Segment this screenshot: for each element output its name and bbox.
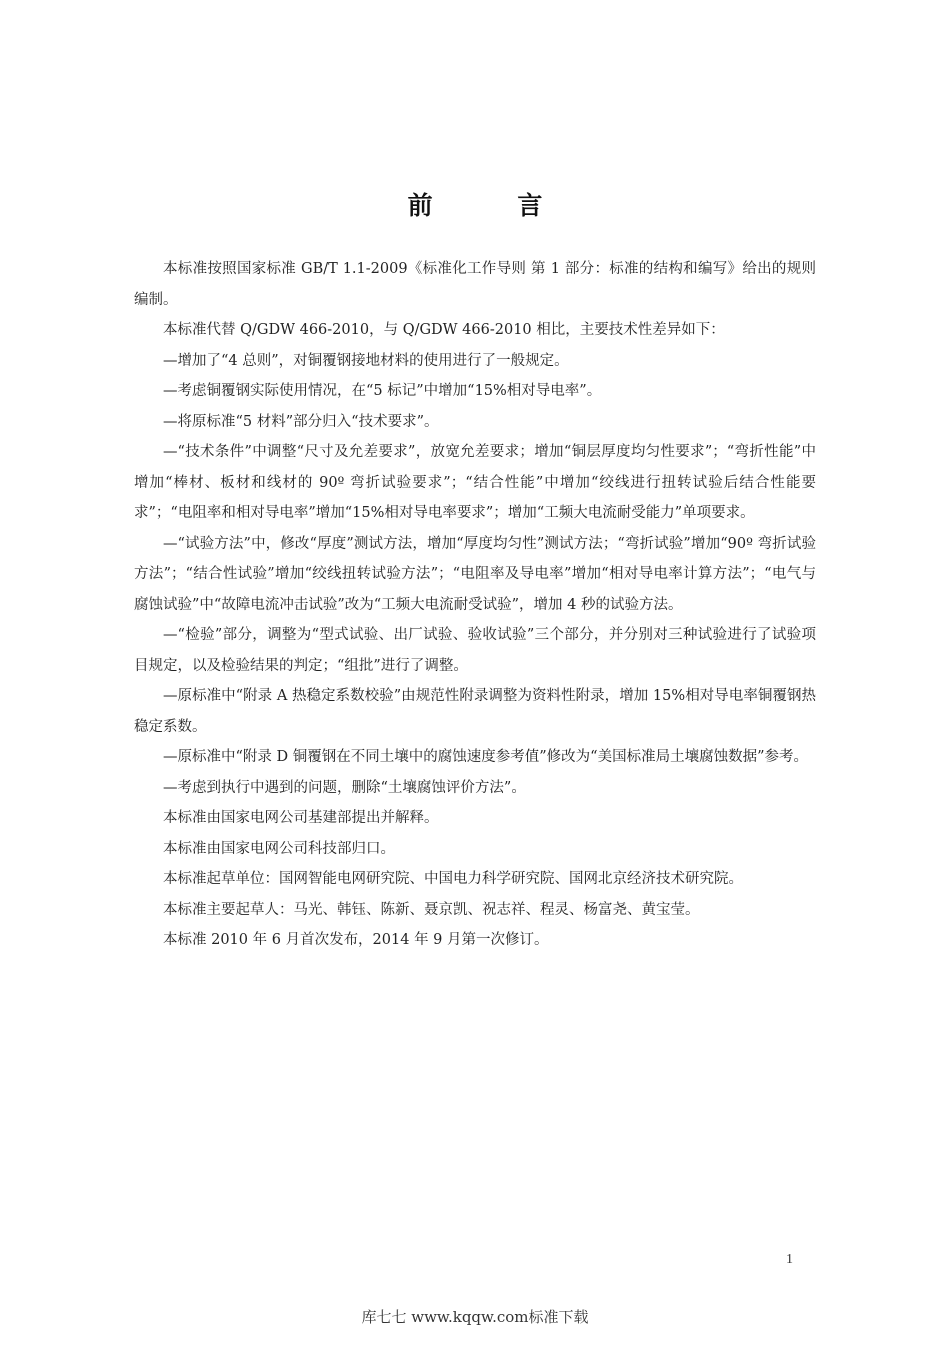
footer-watermark: 库七七 www.kqqw.com标准下载	[361, 1308, 589, 1326]
paragraph: 本标准主要起草人：马光、韩钰、陈新、聂京凯、祝志祥、程灵、杨富尧、黄宝莹。	[163, 901, 700, 918]
paragraph: —“试验方法”中，修改“厚度”测试方法，增加“厚度均匀性”测试方法；“弯折试验”增加“90º 弯折试验方法”；“结合性试验”增加“绞线扭转试验方法”；“电阻率及导电率”增加“相对导电率计算方法”；“电气与腐蚀试验”中“故障电流冲击试验”改为“工频大电流耐受试验”，增加 4 秒的试验方法。	[134, 535, 816, 613]
paragraph: —“技术条件”中调整“尺寸及允差要求”，放宽允差要求；增加“铜层厚度均匀性要求”；“弯折性能”中增加“棒材、板材和线材的 90º 弯折试验要求”；“结合性能”中增加“绞线进行扭转试验后结合性能要求”；“电阻率和相对导电率”增加“15%相对导电率要求”；增加“工频大电流耐受能力”单项要求。	[134, 444, 816, 521]
paragraph: 本标准起草单位：国网智能电网研究院、中国电力科学研究院、国网北京经济技术研究院。	[163, 871, 743, 887]
paragraph: —增加了“4 总则”，对铜覆钢接地材料的使用进行了一般规定。	[163, 352, 569, 369]
paragraph: —原标准中“附录 D 铜覆钢在不同土壤中的腐蚀速度参考值”修改为“美国标准局土壤腐蚀数据”参考。	[163, 749, 808, 765]
paragraph: —考虑到执行中遇到的问题，删除“土壤腐蚀评价方法”。	[163, 779, 526, 796]
paragraph: —将原标准“5 材料”部分归入“技术要求”。	[163, 413, 439, 430]
paragraph: 本标准由国家电网公司基建部提出并解释。	[163, 810, 439, 826]
paragraph: 本标准代替 Q/GDW 466-2010，与 Q/GDW 466-2010 相比，主要技术性差异如下：	[163, 322, 725, 338]
paragraph: —原标准中“附录 A 热稳定系数校验”由规范性附录调整为资料性附录，增加 15%相对导电率铜覆钢热稳定系数。	[134, 688, 816, 735]
page-number: 1	[786, 1252, 793, 1267]
foreword-body	[134, 254, 816, 956]
paragraph: —“检验”部分，调整为“型式试验、出厂试验、验收试验”三个部分，并分别对三种试验进行了试验项目规定，以及检验结果的判定；“组批”进行了调整。	[134, 627, 816, 674]
page-title: 前 言	[407, 191, 581, 220]
paragraph: 本标准由国家电网公司科技部归口。	[163, 840, 395, 857]
paragraph: 本标准 2010 年 6 月首次发布，2014 年 9 月第一次修订。	[163, 932, 549, 948]
paragraph: —考虑铜覆钢实际使用情况，在“5 标记”中增加“15%相对导电率”。	[163, 383, 602, 399]
paragraph: 本标准按照国家标准 GB/T 1.1-2009《标准化工作导则 第 1 部分：标准的结构和编写》给出的规则编制。	[134, 261, 816, 308]
